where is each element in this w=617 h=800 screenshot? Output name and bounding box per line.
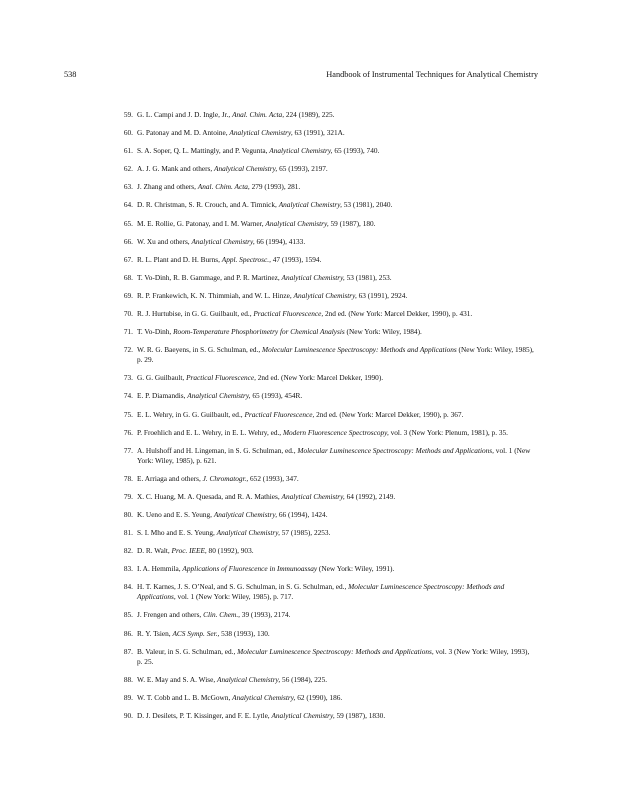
reference-number: 69.	[123, 290, 133, 300]
reference-text-fragment: 39 (1993), 2174.	[239, 610, 291, 620]
reference-item	[115, 629, 535, 639]
reference-text	[137, 309, 472, 318]
reference-text-fragment: 65 (1993), 740.	[332, 146, 380, 156]
reference-number: 64.	[123, 200, 133, 210]
reference-number: 67.	[123, 254, 133, 264]
reference-item	[115, 510, 535, 520]
reference-item	[115, 564, 535, 574]
reference-item	[115, 291, 535, 301]
reference-number: 83.	[123, 564, 133, 574]
reference-text	[137, 474, 299, 483]
reference-text-fragment: E. P. Diamandis,	[137, 391, 188, 401]
reference-item	[115, 309, 535, 319]
reference-text-fragment: 59 (1987), 180.	[328, 218, 376, 228]
reference-number: 80.	[123, 509, 133, 519]
reference-text-fragment: K. Ueno and E. S. Yeung,	[137, 509, 214, 519]
reference-text	[137, 237, 305, 246]
reference-item	[115, 182, 535, 192]
reference-number: 66.	[123, 236, 133, 246]
reference-item	[115, 273, 535, 283]
reference-number: 74.	[123, 391, 133, 401]
reference-number: 72.	[123, 345, 133, 355]
reference-text-fragment: 2nd ed. (New York: Marcel Dekker, 1990), p. 367.	[314, 409, 464, 419]
reference-text-fragment: W. T. Cobb and L. B. McGown,	[137, 692, 233, 702]
reference-text-fragment: 652 (1993), 347.	[248, 473, 299, 483]
reference-text-fragment: G. Patonay and M. D. Antoine,	[137, 128, 230, 138]
reference-source-title: Molecular Luminescence Spectroscopy: Methods and Applications,	[237, 646, 434, 656]
reference-text	[137, 110, 335, 119]
reference-text-fragment: (New York: Wiley, 1984).	[344, 327, 422, 337]
reference-text	[137, 182, 300, 191]
reference-text	[137, 711, 385, 720]
reference-source-title: Practical Fluorescence,	[253, 309, 324, 319]
reference-text-fragment: 56 (1984), 225.	[280, 674, 328, 684]
reference-text-fragment: S. A. Soper, Q. L. Mattingly, and P. Vegunta,	[137, 146, 270, 156]
reference-item	[115, 373, 535, 383]
reference-source-title: Analytical Chemistry,	[281, 491, 345, 501]
reference-number: 89.	[123, 692, 133, 702]
reference-source-title: Proc. IEEE,	[171, 546, 207, 556]
reference-text	[137, 693, 342, 702]
reference-text-fragment: 59 (1987), 1830.	[334, 710, 386, 720]
reference-text-fragment: D. J. Desilets, P. T. Kissinger, and F. E. Lytle,	[137, 710, 272, 720]
reference-text-fragment: T. Vo-Dinh,	[137, 327, 174, 337]
reference-item	[115, 446, 535, 466]
reference-text-fragment: 65 (1993), 454R.	[250, 391, 303, 401]
reference-text-fragment: P. Froehlich and E. L. Wehry, in E. L. Wehry, ed.,	[137, 427, 283, 437]
reference-item	[115, 675, 535, 685]
reference-text-fragment: E. Arriaga and others,	[137, 473, 203, 483]
reference-number: 85.	[123, 610, 133, 620]
reference-source-title: J. Chromatogr.,	[202, 473, 249, 483]
reference-number: 86.	[123, 628, 133, 638]
reference-text-fragment: 47 (1993), 1594.	[270, 254, 322, 264]
page-number: 538	[64, 70, 77, 79]
reference-number: 65.	[123, 218, 133, 228]
reference-number: 68.	[123, 272, 133, 282]
reference-source-title: Anal. Chim. Acta,	[197, 182, 250, 192]
reference-text	[137, 373, 383, 382]
running-title: Handbook of Instrumental Techniques for Analytical Chemistry	[326, 70, 538, 79]
reference-source-title: Applications of Fluorescence in Immunoassay	[182, 564, 318, 574]
reference-source-title: Analytical Chemistry,	[187, 391, 251, 401]
reference-text-fragment: (New York: Wiley, 1991).	[317, 564, 395, 574]
reference-text	[137, 291, 407, 300]
reference-number: 76.	[123, 427, 133, 437]
reference-number: 73.	[123, 373, 133, 383]
reference-number: 90.	[123, 710, 133, 720]
reference-item	[115, 693, 535, 703]
reference-text-fragment: T. Vo-Dinh, R. B. Gammage, and P. R. Martinez,	[137, 272, 282, 282]
reference-text-fragment: H. T. Karnes, J. S. O’Neal, and S. G. Schulman, in S. G. Schulman, ed.,	[137, 582, 349, 592]
reference-text-fragment: 224 (1989), 225.	[284, 110, 335, 119]
reference-source-title: Analytical Chemistry,	[213, 509, 278, 519]
reference-item	[115, 345, 535, 365]
reference-number: 81.	[123, 528, 133, 538]
reference-text	[137, 629, 270, 638]
reference-source-title: Analytical Chemistry,	[278, 200, 342, 210]
reference-text-fragment: G. L. Campi and J. D. Ingle, Jr.,	[137, 110, 233, 119]
reference-text-fragment: D. R. Christman, S. R. Crouch, and A. Timnick,	[137, 200, 279, 210]
reference-text-fragment: 53 (1981), 253.	[344, 272, 392, 282]
reference-source-title: Analytical Chemistry,	[293, 290, 357, 300]
reference-number: 70.	[123, 309, 133, 319]
reference-text	[137, 273, 392, 282]
reference-text-fragment: A. J. G. Mank and others,	[137, 164, 215, 174]
reference-text-fragment: J. Frengen and others,	[137, 610, 204, 620]
reference-text	[137, 492, 395, 501]
reference-item	[115, 200, 535, 210]
reference-number: 87.	[123, 646, 133, 656]
reference-text	[137, 255, 321, 264]
reference-text-fragment: vol. 1 (New York: Wiley, 1985), p. 717.	[175, 592, 294, 602]
reference-text-fragment: (New York: Wiley, 1985), p. 29.	[137, 345, 534, 365]
reference-text-fragment: 2nd ed. (New York: Marcel Dekker, 1990).	[255, 373, 384, 383]
reference-item	[115, 582, 535, 602]
reference-text-fragment: I. A. Hemmila,	[137, 564, 183, 574]
reference-text	[137, 675, 327, 684]
reference-number: 60.	[123, 128, 133, 138]
reference-item	[115, 528, 535, 538]
reference-source-title: Analytical Chemistry,	[229, 128, 293, 138]
reference-text	[137, 391, 302, 400]
reference-number: 63.	[123, 182, 133, 192]
reference-text-fragment: W. Xu and others,	[137, 236, 192, 246]
reference-text-fragment: 64 (1992), 2149.	[344, 491, 396, 501]
reference-item	[115, 219, 535, 229]
reference-text-fragment: 66 (1994), 4133.	[254, 236, 306, 246]
reference-text-fragment: 65 (1993), 2197.	[277, 164, 328, 174]
reference-source-title: Analytical Chemistry,	[232, 692, 296, 702]
reference-item	[115, 647, 535, 667]
reference-item	[115, 410, 535, 420]
reference-number: 62.	[123, 164, 133, 174]
reference-text-fragment: 63 (1991), 321A.	[292, 128, 345, 138]
reference-text-fragment: 62 (1990), 186.	[295, 692, 343, 702]
reference-source-title: Practical Fluorescence,	[244, 409, 315, 419]
reference-text	[137, 446, 530, 465]
reference-source-title: Molecular Luminescence Spectroscopy: Methods and Applications,	[297, 445, 494, 455]
reference-number: 84.	[123, 582, 133, 592]
reference-text-fragment: X. C. Huang, M. A. Quesada, and R. A. Mathies,	[137, 491, 282, 501]
reference-text-fragment: M. E. Rollie, G. Patonay, and I. M. Warner,	[137, 218, 266, 228]
reference-text	[137, 610, 290, 619]
reference-item	[115, 711, 535, 721]
reference-text-fragment: R. Y. Tsien,	[137, 628, 173, 638]
reference-text	[137, 582, 504, 601]
reference-source-title: Analytical Chemistry,	[216, 674, 281, 684]
reference-text-fragment: R. L. Plant and D. H. Burns,	[137, 254, 222, 264]
reference-source-title: Analytical Chemistry,	[271, 710, 335, 720]
reference-text	[137, 647, 529, 666]
reference-text-fragment: B. Valeur, in S. G. Schulman, ed.,	[137, 646, 238, 656]
reference-text-fragment: vol. 3 (New York: Plenum, 1981), p. 35.	[388, 427, 508, 437]
reference-source-title: Analytical Chemistry,	[281, 272, 345, 282]
reference-item	[115, 610, 535, 620]
reference-text	[137, 564, 394, 573]
reference-source-title: Practical Fluorescence,	[186, 373, 256, 383]
reference-number: 59.	[123, 110, 133, 119]
reference-number: 82.	[123, 546, 133, 556]
reference-number: 78.	[123, 473, 133, 483]
reference-text-fragment: W. E. May and S. A. Wise,	[137, 674, 217, 684]
reference-item	[115, 237, 535, 247]
reference-source-title: Modern Fluorescence Spectroscopy,	[282, 427, 389, 437]
reference-text-fragment: G. G. Guilbault,	[137, 373, 187, 383]
reference-text	[137, 200, 392, 209]
reference-source-title: Clin. Chem.,	[203, 610, 240, 620]
reference-text-fragment: W. R. G. Baeyens, in S. G. Schulman, ed.,	[137, 345, 262, 355]
reference-text	[137, 345, 534, 364]
reference-source-title: Analytical Chemistry,	[216, 528, 280, 538]
reference-item	[115, 391, 535, 401]
reference-item	[115, 428, 535, 438]
reference-item	[115, 492, 535, 502]
reference-text-fragment: E. L. Wehry, in G. G. Guilbault, ed.,	[137, 409, 245, 419]
reference-text-fragment: S. I. Mho and E. S. Yeung,	[137, 528, 217, 538]
reference-text-fragment: R. P. Frankewich, K. N. Thimmiah, and W. L. Hinze,	[137, 290, 294, 300]
reference-source-title: Appl. Spectrosc.,	[221, 254, 271, 264]
page-header	[64, 70, 538, 84]
reference-text-fragment: A. Hulshoff and H. Lingeman, in S. G. Schulman, ed.,	[137, 445, 298, 455]
reference-text-fragment: 57 (1985), 2253.	[279, 528, 331, 538]
reference-source-title: Analytical Chemistry,	[214, 164, 278, 174]
reference-text-fragment: vol. 1 (New York: Wiley, 1985), p. 621.	[137, 445, 531, 465]
reference-text-fragment: 2nd ed. (New York: Marcel Dekker, 1990), p. 431.	[323, 309, 473, 319]
reference-source-title: Analytical Chemistry,	[265, 218, 329, 228]
reference-item	[115, 255, 535, 265]
reference-item	[115, 164, 535, 174]
reference-text-fragment: R. J. Hurtubise, in G. G. Guilbault, ed.,	[137, 309, 254, 319]
reference-source-title: ACS Symp. Ser.,	[172, 628, 220, 638]
reference-source-title: Analytical Chemistry,	[191, 236, 255, 246]
reference-text	[137, 510, 328, 519]
reference-text	[137, 128, 345, 137]
reference-number: 75.	[123, 409, 133, 419]
reference-item	[115, 146, 535, 156]
reference-text-fragment: J. Zhang and others,	[137, 182, 198, 192]
reference-text-fragment: 63 (1991), 2924.	[356, 290, 408, 300]
reference-number: 61.	[123, 146, 133, 156]
reference-text	[137, 327, 422, 336]
reference-text	[137, 146, 379, 155]
reference-text-fragment: 53 (1981), 2040.	[341, 200, 393, 210]
reference-source-title: Analytical Chemistry,	[269, 146, 333, 156]
reference-text-fragment: 538 (1993), 130.	[219, 628, 270, 638]
reference-text	[137, 428, 508, 437]
reference-source-title: Molecular Luminescence Spectroscopy: Methods and Applications	[261, 345, 457, 355]
reference-text	[137, 219, 375, 228]
reference-text-fragment: vol. 3 (New York: Wiley, 1993), p. 25.	[137, 646, 530, 666]
reference-text-fragment: D. R. Walt,	[137, 546, 172, 556]
reference-source-title: Anal. Chim. Acta,	[232, 110, 285, 119]
reference-item	[115, 327, 535, 337]
reference-text	[137, 528, 330, 537]
reference-text-fragment: 80 (1992), 903.	[206, 546, 254, 556]
reference-number: 77.	[123, 445, 133, 455]
reference-text	[137, 410, 463, 419]
reference-item	[115, 128, 535, 138]
reference-number: 88.	[123, 674, 133, 684]
reference-text-fragment: 66 (1994), 1424.	[277, 509, 328, 519]
reference-item	[115, 546, 535, 556]
reference-number: 79.	[123, 491, 133, 501]
reference-item	[115, 110, 535, 120]
reference-source-title: Molecular Luminescence Spectroscopy: Methods and Applications,	[137, 582, 505, 602]
reference-text	[137, 164, 328, 173]
reference-source-title: Room-Temperature Phosphorimetry for Chemical Analysis	[173, 327, 345, 337]
reference-number: 71.	[123, 327, 133, 337]
reference-text-fragment: 279 (1993), 281.	[249, 182, 301, 192]
reference-item	[115, 474, 535, 484]
reference-text	[137, 546, 254, 555]
reference-list	[115, 110, 535, 729]
